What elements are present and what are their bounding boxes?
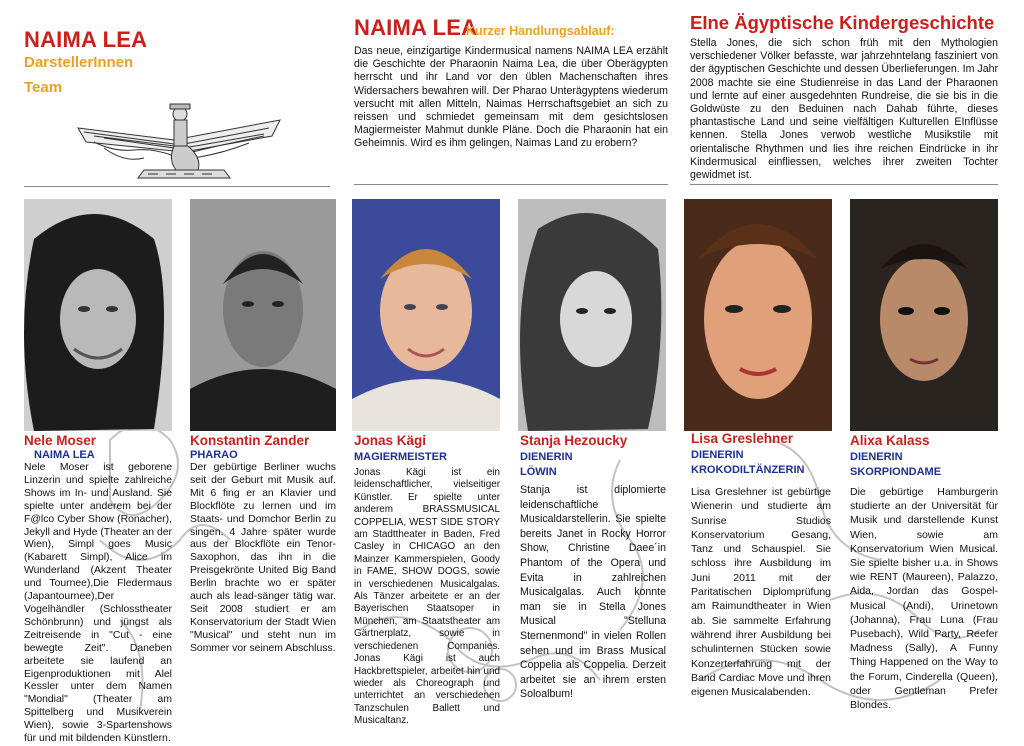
cast-role-4b: LÖWIN [520,466,557,478]
cast-name-2: Konstantin Zander [190,433,310,448]
cast-name-1: Nele Moser [24,433,97,448]
cast-bio-6: Die gebürtige Hamburgerin studierte an der Universität für Musik und darstellende Kunst Wien, sowie am Konservatorium Wien Musical. Sie spielte bisher u.a. in Shows wie RENT (Maureen), Palazzo, Aida, Jordan das Gospel-Musical (Andi), Urinetown (Johanna), Frau Luna (Frau Pusebach), Wild Party, Reefer Madness (Sally), A Funny Thing Happened on the Way to the Forum, Cinderella (Queen), oder Gentleman Prefer Blondes. [850,486,998,712]
left-subtitle-cast: DarstellerInnen [24,54,134,71]
cast-role-1: NAIMA LEA [34,449,95,461]
portrait-photo-konstantin-zander [190,199,336,431]
author-text: Stella Jones, die sich schon früh mit den Mythologien verschiedener Völker befasste, war jahrzehntelang fasziniert von der ägyptischen Geschichte und dessen Überlieferungen. Im Jahr 2008 machte sie eine Studienreise in das Land der Pharaonen und lernte auf einer ausgedehnten Rundreise, die sie bis in die Goldwüste zu den Beduinen nach Dahab führte, dieses phantastische Land und seine vielfältigen Kulturellen EInflüsse kennen. Stella Jones verwob westliche Musikstile mit orientalische Rhythmen und lies ihre reichen Eindrücke in ihr Kindermusical einfliessen, welches ihrer zweiten Tochter gewidmet ist. [690,37,998,182]
right-title: EIne Ägyptische Kindergeschichte [690,12,995,33]
cast-role-3: MAGIERMEISTER [354,451,447,463]
left-subtitle-team: Team [24,79,63,96]
cast-role-5a: DIENERIN [691,449,744,461]
left-title: NAIMA LEA [24,27,148,52]
cast-role-2: PHARAO [190,449,238,461]
egyptian-goddess-illustration [74,100,286,185]
portrait-photo-lisa-greslehner [684,199,832,431]
cast-name-6: Alixa Kalass [850,433,930,448]
divider-right [690,184,998,185]
cast-name-5: Lisa Greslehner [691,431,794,446]
cast-bio-5: Lisa Greslehner ist gebürtige Wienerin und studierte am Sunrise Studios Konservatorium Gesang, Tanz und Schauspiel. Sie schloss ihre Ausbildung im Juni 2011 mit der Paritatischen Diplomprüfung am Raimundtheater in Wien ab. Sie sammelte Erfahrung während ihrer Ausbildung bei schulinternen Stücken sowie Konzerterfahrung mit der Band Cardiac Move und ihren eigenen Musicalabenden. [691,486,831,699]
cast-bio-1: Nele Moser ist geborene Linzerin und spielte zahlreiche Shows im In- und Ausland. Sie spielte unter anderem bei der F@lco Cyber Show (Ronacher), Jekyll and Hyde (Theater an der Wien), Simpl goes Music (Kabarett Simpl), Alice im Wunderland (Akzent Theater und Tournee),Die Fledermaus (Japantournee),Der Vogelhändler (Schlosstheater Schönbrunn) und jüngst als Zeitreisende in "Cut - eine bewegte Zeit". Daneben arbeitete sie laufend an Eigenproduktionen mit Alel Kessler unter dem Namen "Mondial" (Theater am Spittelberg und Musikverein Wien), sowie 3-Spartenshows für und mit bildenden Künstlern. [24,462,172,745]
cast-bio-4: Stanja ist diplomierte leidenschaftliche Musicaldarstellerin. Sie spielte bereits Janet in Rocky Horror Show, Christine Daee´in Phantom of the Opera und Evita in zahlreichen Musicalgalas. Auch konnte man sie in Stella Jones Musical "Stelluna Sternenmond" in vielen Rollen sehen und im Brass Musical Coppelia als Coppelia. Derzeit arbeitet sie an ihrem ersten Soloalbum! [520,484,666,701]
portrait-photo-stanja-hezoucky [518,199,666,431]
portrait-photo-jonas-kagi [352,199,500,431]
divider-middle [354,184,668,185]
portrait-photo-nele-moser [24,199,172,431]
cast-bio-2: Der gebürtige Berliner wuchs seit der Geburt mit Musik auf. Mit 6 fing er an Klavier und Blockflöte zu lernen und im Staats- und Domchor Berlin zu singen. 4 Jahre später wurde aus der Blockflöte ein Tenor-Saxophon, das ihn in die Preisgekrönte United Big Band Berlin brachte wo er später auch als lead-sänger tätig war. Seit 2008 studiert er am Konservatorium der Stadt Wien "Musical" und steht nun im Sommer vor seinem Abschluss. [190,462,336,654]
divider-left [24,186,330,187]
portrait-photo-alixa-kalass [850,199,998,431]
cast-name-3: Jonas Kägi [354,433,427,448]
cast-name-4: Stanja Hezoucky [520,433,628,448]
cast-role-6a: DIENERIN [850,451,903,463]
synopsis-text: Das neue, einzigartige Kindermusical namens NAIMA LEA erzählt die Geschichte der Pharaonin Naima Lea, die über Oberägypten herrscht und ihr Land vor den üblen Machenschaften ihres Widersachers bewahren will. Der Pharao Unterägyptens wiederum versucht mit allen Mitteln, Naimas Herrschaftsgebiet an sich zu reissen und schmiedet gemeinsam mit dem gesichtslosen Magiermeister Mahmut dunkle Pläne. Doch die Pharaonin hat ein Geheimnis. Wird es ihm gelingen, Naimas Land zu erobern? [354,45,668,150]
middle-subtitle: Kurzer Handlungsablauf: [466,24,615,38]
middle-title: NAIMA LEA [354,15,478,40]
cast-role-4a: DIENERIN [520,451,573,463]
cast-bio-3: Jonas Kägi ist ein leidenschaftlicher, vielseitiger Künstler. Er spielte unter anderem BRASSMUSICAL COPPELIA, WEST SIDE STORY am Stadttheater in Baden, Fred Casley in CHICAGO an den Mainzer Kammerspielen, Goody in FAME, SHOW DOGS, sowie in verschiedenen Musicalgalas. Als Tänzer arbeitete er an der Bayerischen Staatsoper in München, am Staatstheater am Gärtnerplatz, sowie in verschiedenen Companies. Jonas Kägi ist auch Hackbrettspieler, arbeitet hin und wieder als Choreograph und unterrichtet an verschiedenen Tanzschulen Ballett und Musicaltanz. [354,467,500,727]
cast-role-5b: KROKODILTÄNZERIN [691,464,805,476]
cast-role-6b: SKORPIONDAME [850,466,942,478]
